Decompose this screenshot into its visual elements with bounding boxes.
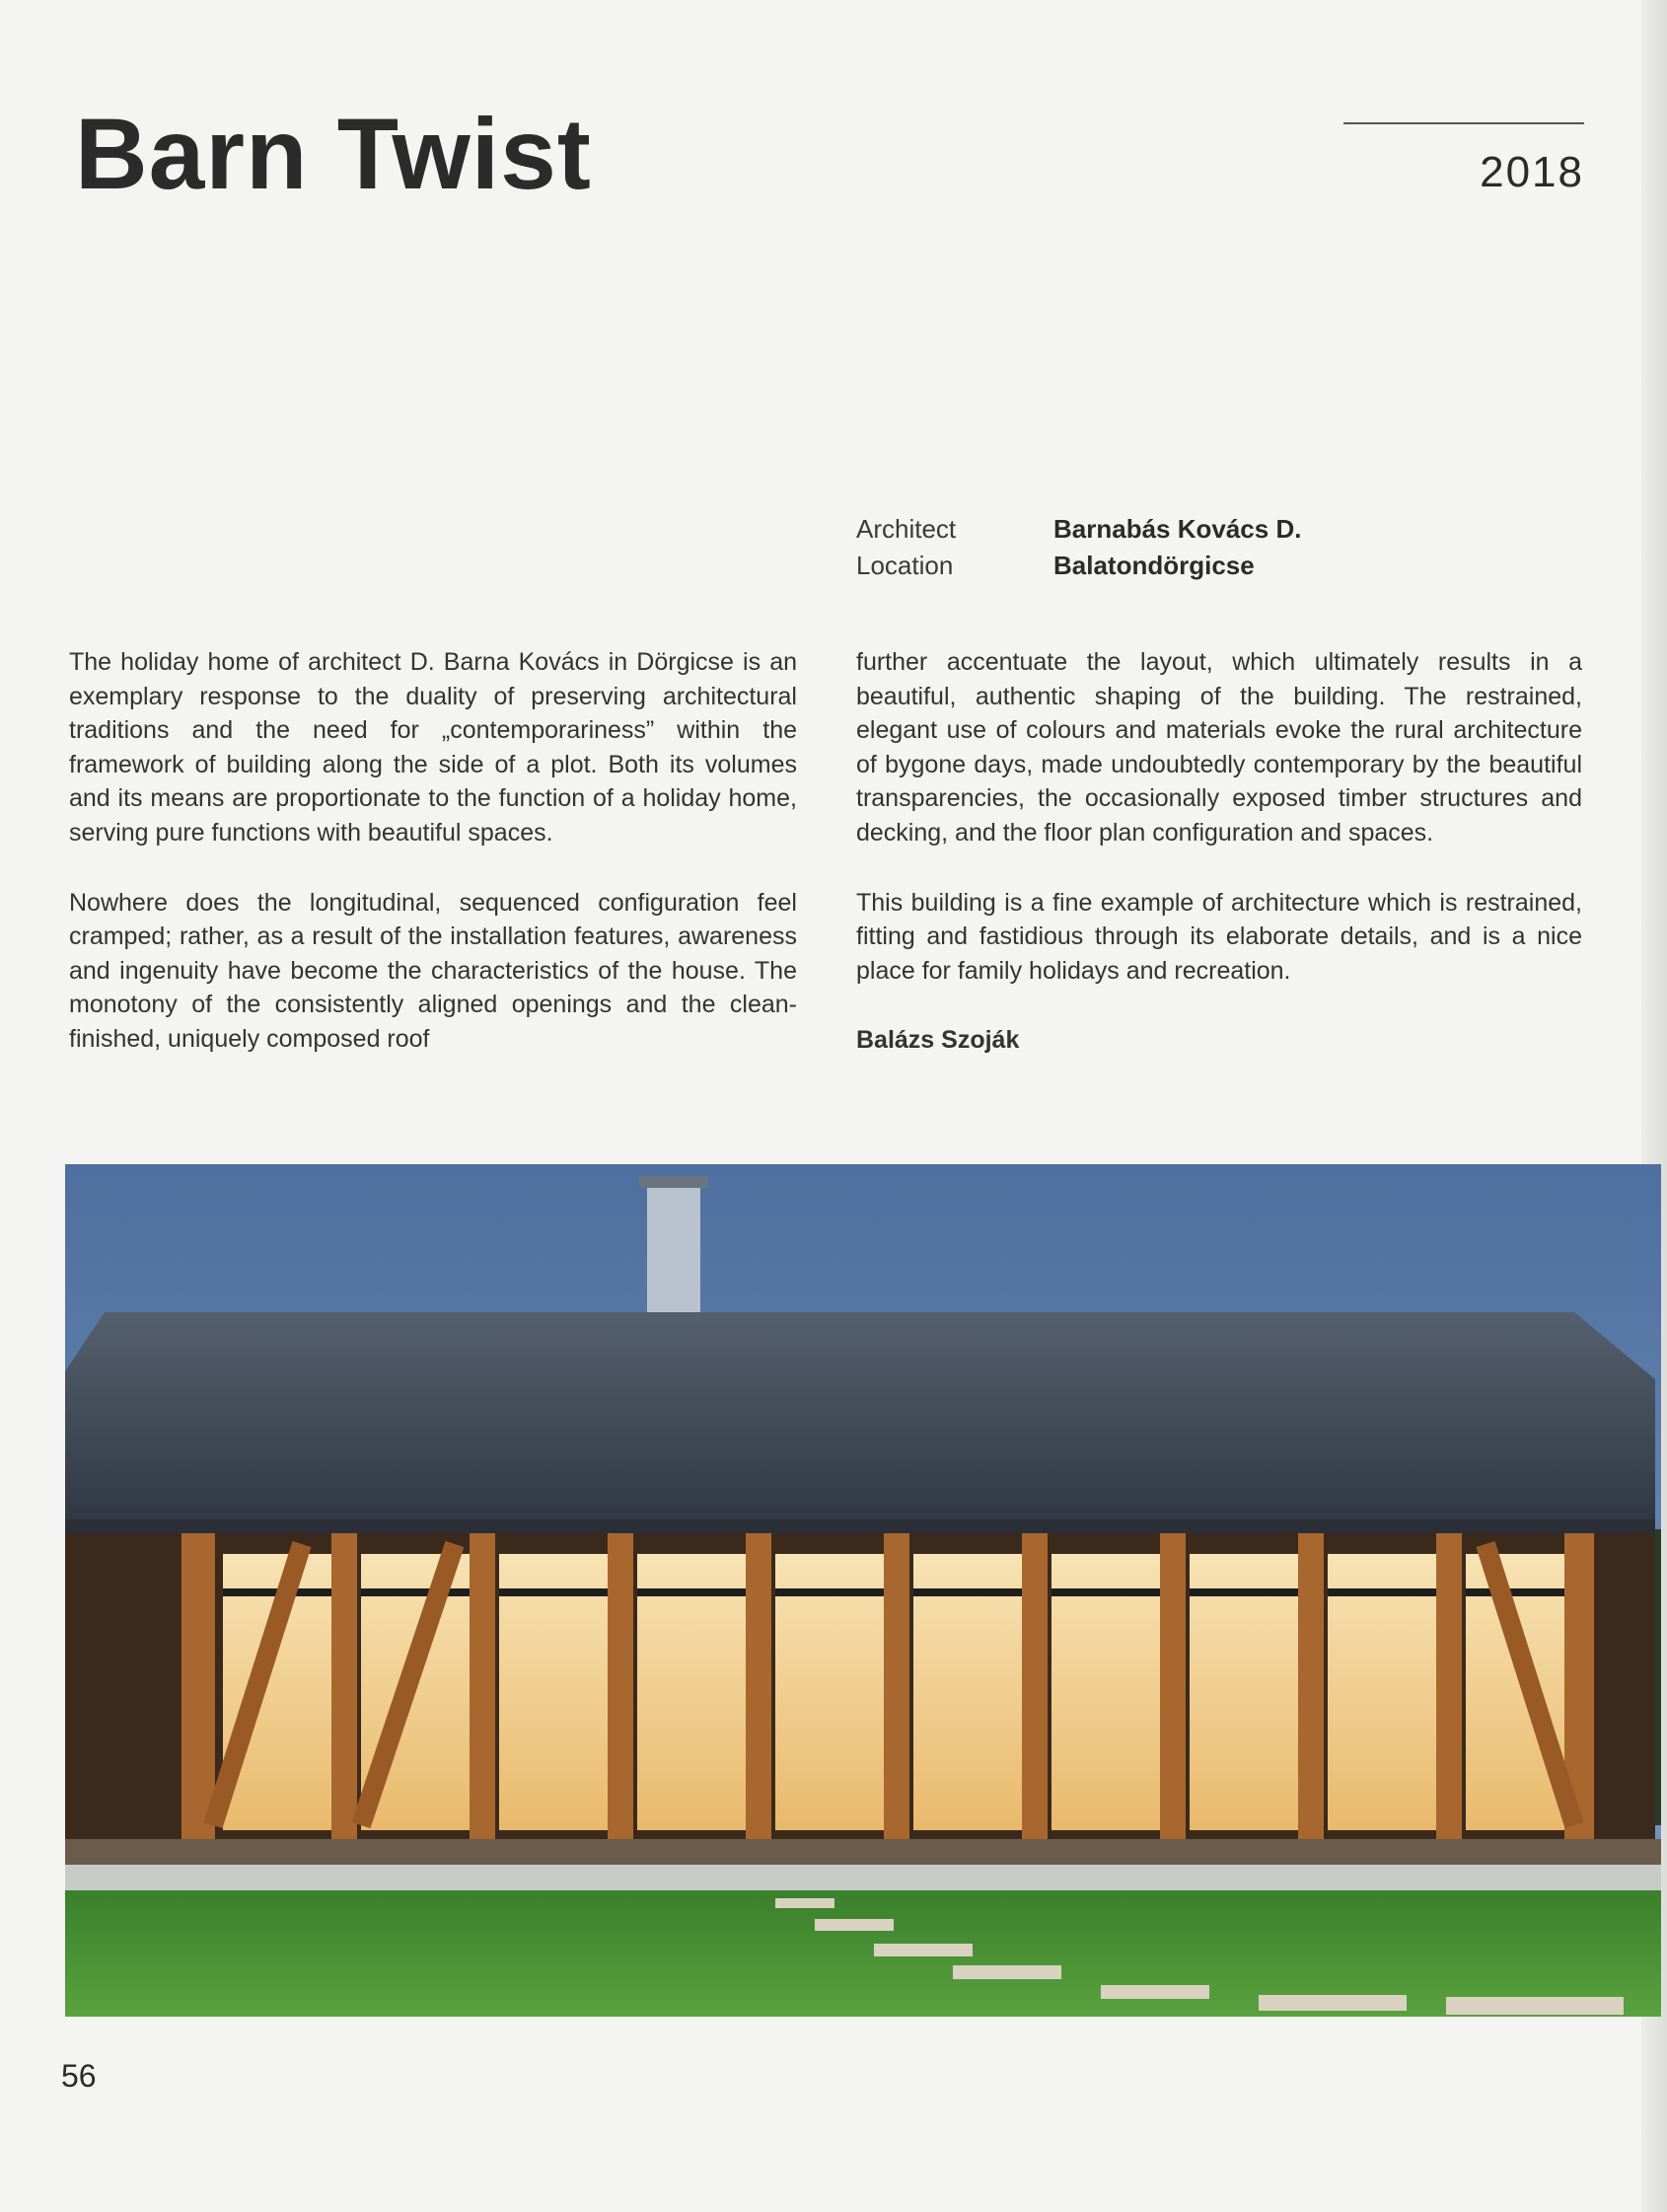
project-meta xyxy=(856,511,1301,584)
paragraph: Nowhere does the longitudinal, sequenced configuration feel cramped; rather, as a result of the installation features, awareness and ingenuity have become the characteristics of the house. The monotony of the consistently aligned openings and the clean-finished, uniquely composed roof xyxy=(69,888,797,1053)
meta-label: Architect xyxy=(856,514,957,544)
paragraph: further accentuate the layout, which ultimately results in a beautiful, authentic shaping of the building. The restrained, elegant use of colours and materials evoke the rural architecture of bygone days, made undoubtedly contemporary by the beautiful transparencies, the occasionally exposed timber structures and decking, and the floor plan configuration and spaces. xyxy=(856,648,1582,847)
meta-value: Balatondörgicse xyxy=(1053,551,1255,580)
deck xyxy=(65,1839,1661,1865)
meta-row-architect xyxy=(856,511,1301,548)
meta-value: Barnabás Kovács D. xyxy=(1053,514,1302,544)
body-column-right xyxy=(856,645,1582,1093)
chimney xyxy=(647,1184,700,1332)
house-photo-illustration xyxy=(65,1164,1661,2017)
project-year: 2018 xyxy=(1480,148,1584,196)
paragraph: The holiday home of architect D. Barna Kovács in Dörgicse is an exemplary response to the duality of preserving architectural traditions and the need for „contemporariness” within the framework of building along the side of a plot. Both its volumes and its means are proportionate to the function of a holiday home, serving pure functions with beautiful spaces. xyxy=(69,648,797,847)
house-photo xyxy=(65,1164,1661,2017)
thatched-roof xyxy=(65,1312,1655,1531)
gravel xyxy=(65,1865,1661,1890)
year-rule xyxy=(1343,122,1584,124)
page-number: 56 xyxy=(61,2058,97,2094)
lawn xyxy=(65,1890,1661,2017)
meta-label: Location xyxy=(856,551,954,580)
author-name: Balázs Szoják xyxy=(856,1026,1020,1055)
body-column-left xyxy=(69,645,797,1092)
page-title: Barn Twist xyxy=(75,98,592,210)
meta-row-location xyxy=(856,548,1301,584)
paragraph: This building is a fine example of architecture which is restrained, fitting and fastidious through its elaborate details, and is a nice place for family holidays and recreation. xyxy=(856,888,1582,985)
